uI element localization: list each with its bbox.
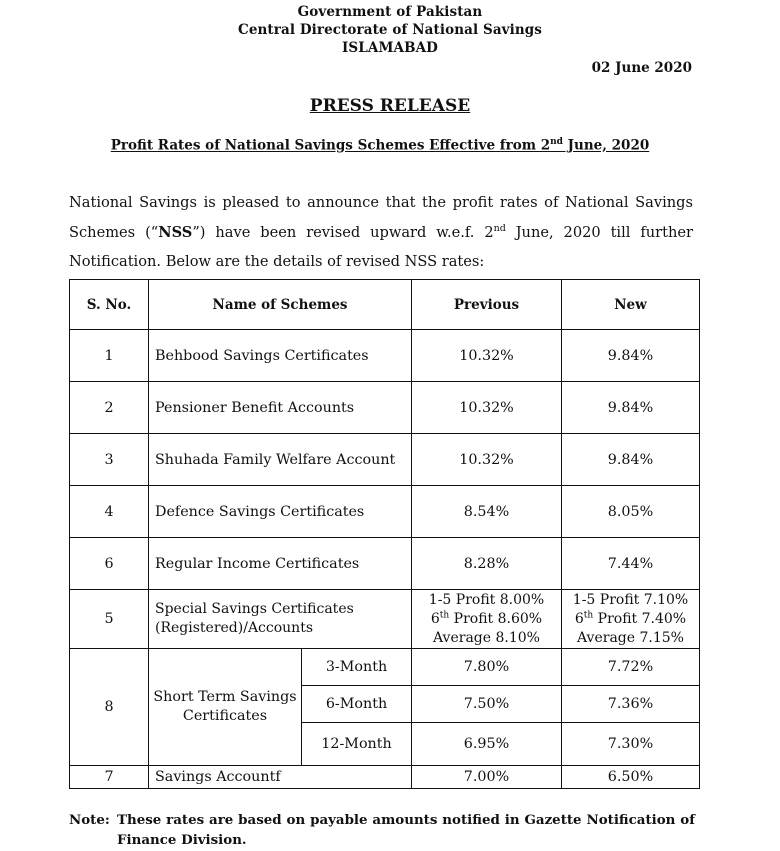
cell-sno: 4 <box>70 486 149 538</box>
cell-sno: 3 <box>70 434 149 486</box>
cell-scheme-name: Special Savings Certificates (Registered)/Accounts <box>149 590 412 649</box>
cell-new-rate: 7.72% <box>562 649 700 686</box>
cell-new-rate: 7.36% <box>562 686 700 723</box>
cell-previous-rate: 7.00% <box>412 766 562 789</box>
note-text: These rates are based on payable amounts notified in Gazette Notification of Finance Division. <box>117 812 695 848</box>
table-header-row <box>70 280 700 330</box>
rates-table <box>69 279 700 789</box>
header-scheme-name: Name of Schemes <box>149 280 412 330</box>
header-previous: Previous <box>412 280 562 330</box>
cell-previous-rate: 8.54% <box>412 486 562 538</box>
header-line-government: Government of Pakistan <box>297 4 483 20</box>
table-row <box>70 538 700 590</box>
cell-scheme-name: Pensioner Benefit Accounts <box>149 382 412 434</box>
cell-sno: 8 <box>70 649 149 766</box>
subtitle: Profit Rates of National Savings Schemes Effective from 2nd June, 2020 <box>110 137 650 154</box>
table-row-special-savings <box>70 590 700 649</box>
cell-new-rate: 1-5 Profit 7.10% 6th Profit 7.40% Average 7.15% <box>562 590 700 649</box>
cell-term: 12-Month <box>302 723 412 766</box>
cell-previous-rate: 1-5 Profit 8.00% 6th Profit 8.60% Average 8.10% <box>412 590 562 649</box>
table-row <box>70 382 700 434</box>
table-row <box>70 434 700 486</box>
cell-sno: 1 <box>70 330 149 382</box>
cell-previous-rate: 7.50% <box>412 686 562 723</box>
cell-scheme-name: Shuhada Family Welfare Account <box>149 434 412 486</box>
header-new: New <box>562 280 700 330</box>
cell-term: 6-Month <box>302 686 412 723</box>
header-sno: S. No. <box>70 280 149 330</box>
cell-sno: 5 <box>70 590 149 649</box>
page-title: PRESS RELEASE <box>309 96 471 116</box>
cell-scheme-name: Behbood Savings Certificates <box>149 330 412 382</box>
header-line-city: ISLAMABAD <box>342 40 438 56</box>
cell-previous-rate: 10.32% <box>412 330 562 382</box>
cell-new-rate: 6.50% <box>562 766 700 789</box>
cell-scheme-name: Short Term Savings Certificates <box>149 649 302 766</box>
cell-scheme-name: Regular Income Certificates <box>149 538 412 590</box>
cell-term: 3-Month <box>302 649 412 686</box>
note-label: Note: <box>69 812 110 828</box>
cell-scheme-name: Savings Accountf <box>149 766 412 789</box>
cell-new-rate: 8.05% <box>562 486 700 538</box>
note <box>69 810 695 848</box>
cell-previous-rate: 6.95% <box>412 723 562 766</box>
cell-previous-rate: 10.32% <box>412 434 562 486</box>
cell-previous-rate: 7.80% <box>412 649 562 686</box>
cell-new-rate: 7.30% <box>562 723 700 766</box>
table-row <box>70 330 700 382</box>
intro-paragraph: National Savings is pleased to announce that the profit rates of National Savings Schemes (“NSS”) have been revised upward w.e.f. 2nd June, 2020 till further Notification. Below are the details of revised NSS rates: <box>69 194 693 270</box>
cell-new-rate: 9.84% <box>562 434 700 486</box>
table-row-short-term <box>70 649 700 686</box>
cell-new-rate: 7.44% <box>562 538 700 590</box>
cell-sno: 7 <box>70 766 149 789</box>
table-row-savings-account <box>70 766 700 789</box>
cell-previous-rate: 10.32% <box>412 382 562 434</box>
header-line-directorate: Central Directorate of National Savings <box>237 22 543 38</box>
release-date: 02 June 2020 <box>591 60 692 76</box>
cell-sno: 2 <box>70 382 149 434</box>
cell-sno: 6 <box>70 538 149 590</box>
cell-new-rate: 9.84% <box>562 382 700 434</box>
cell-new-rate: 9.84% <box>562 330 700 382</box>
cell-scheme-name: Defence Savings Certificates <box>149 486 412 538</box>
table-row <box>70 486 700 538</box>
cell-previous-rate: 8.28% <box>412 538 562 590</box>
